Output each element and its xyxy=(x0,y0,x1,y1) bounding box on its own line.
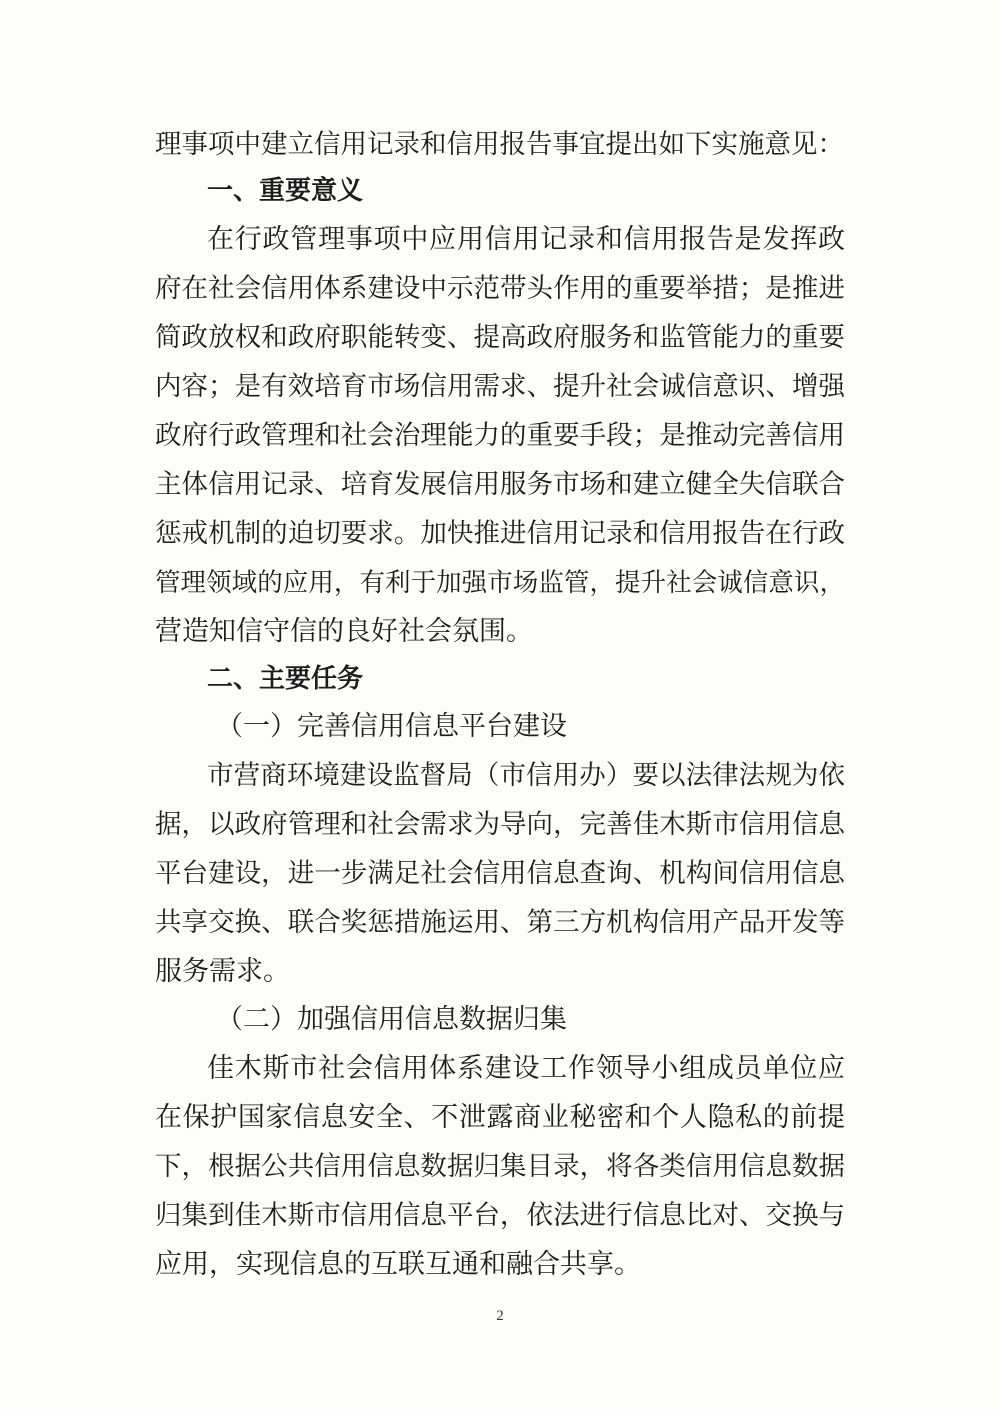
subsection-heading: （一）完善信用信息平台建设 xyxy=(216,711,567,742)
paragraph-line: 府在社会信用体系建设中示范带头作用的重要举措；是推进 xyxy=(155,273,845,304)
paragraph-line: 归集到佳木斯市信用信息平台，依法进行信息比对、交换与 xyxy=(155,1200,845,1231)
paragraph-line: 在保护国家信息安全、不泄露商业秘密和个人隐私的前提 xyxy=(155,1102,845,1133)
paragraph-line: 共享交换、联合奖惩措施运用、第三方机构信用产品开发等 xyxy=(155,907,845,938)
paragraph-line: 下，根据公共信用信息数据归集目录，将各类信用信息数据 xyxy=(155,1151,845,1182)
paragraph-line: 在行政管理事项中应用信用记录和信用报告是发挥政 xyxy=(207,224,845,255)
paragraph-line: 主体信用记录、培育发展信用服务市场和建立健全失信联合 xyxy=(155,469,845,500)
section-heading: 二、主要任务 xyxy=(207,664,364,694)
paragraph-line: 管理领域的应用，有利于加强市场监管，提升社会诚信意识， xyxy=(155,568,845,598)
paragraph-line: 理事项中建立信用记录和信用报告事宜提出如下实施意见： xyxy=(155,129,844,160)
paragraph-line: 据，以政府管理和社会需求为导向，完善佳木斯市信用信息 xyxy=(155,809,845,840)
paragraph-line: 内容；是有效培育市场信用需求、提升社会诚信意识、增强 xyxy=(155,371,845,402)
page-number: 2 xyxy=(496,1308,504,1324)
paragraph-line: 惩戒机制的迫切要求。加快推进信用记录和信用报告在行政 xyxy=(155,518,845,549)
subsection-heading: （二）加强信用信息数据归集 xyxy=(216,1004,567,1035)
paragraph-line: 营造知信守信的良好社会氛围。 xyxy=(155,616,533,647)
paragraph-line: 政府行政管理和社会治理能力的重要手段；是推动完善信用 xyxy=(155,420,845,451)
section-heading: 一、重要意义 xyxy=(207,176,364,206)
paragraph-line: 简政放权和政府职能转变、提高政府服务和监管能力的重要 xyxy=(155,322,845,353)
paragraph-line: 应用，实现信息的互联互通和融合共享。 xyxy=(155,1249,641,1280)
paragraph-line: 服务需求。 xyxy=(155,956,290,987)
paragraph-line: 佳木斯市社会信用体系建设工作领导小组成员单位应 xyxy=(207,1053,845,1084)
paragraph-line: 市营商环境建设监督局（市信用办）要以法律法规为依 xyxy=(207,760,845,791)
paragraph-line: 平台建设，进一步满足社会信用信息查询、机构间信用信息 xyxy=(155,858,845,889)
